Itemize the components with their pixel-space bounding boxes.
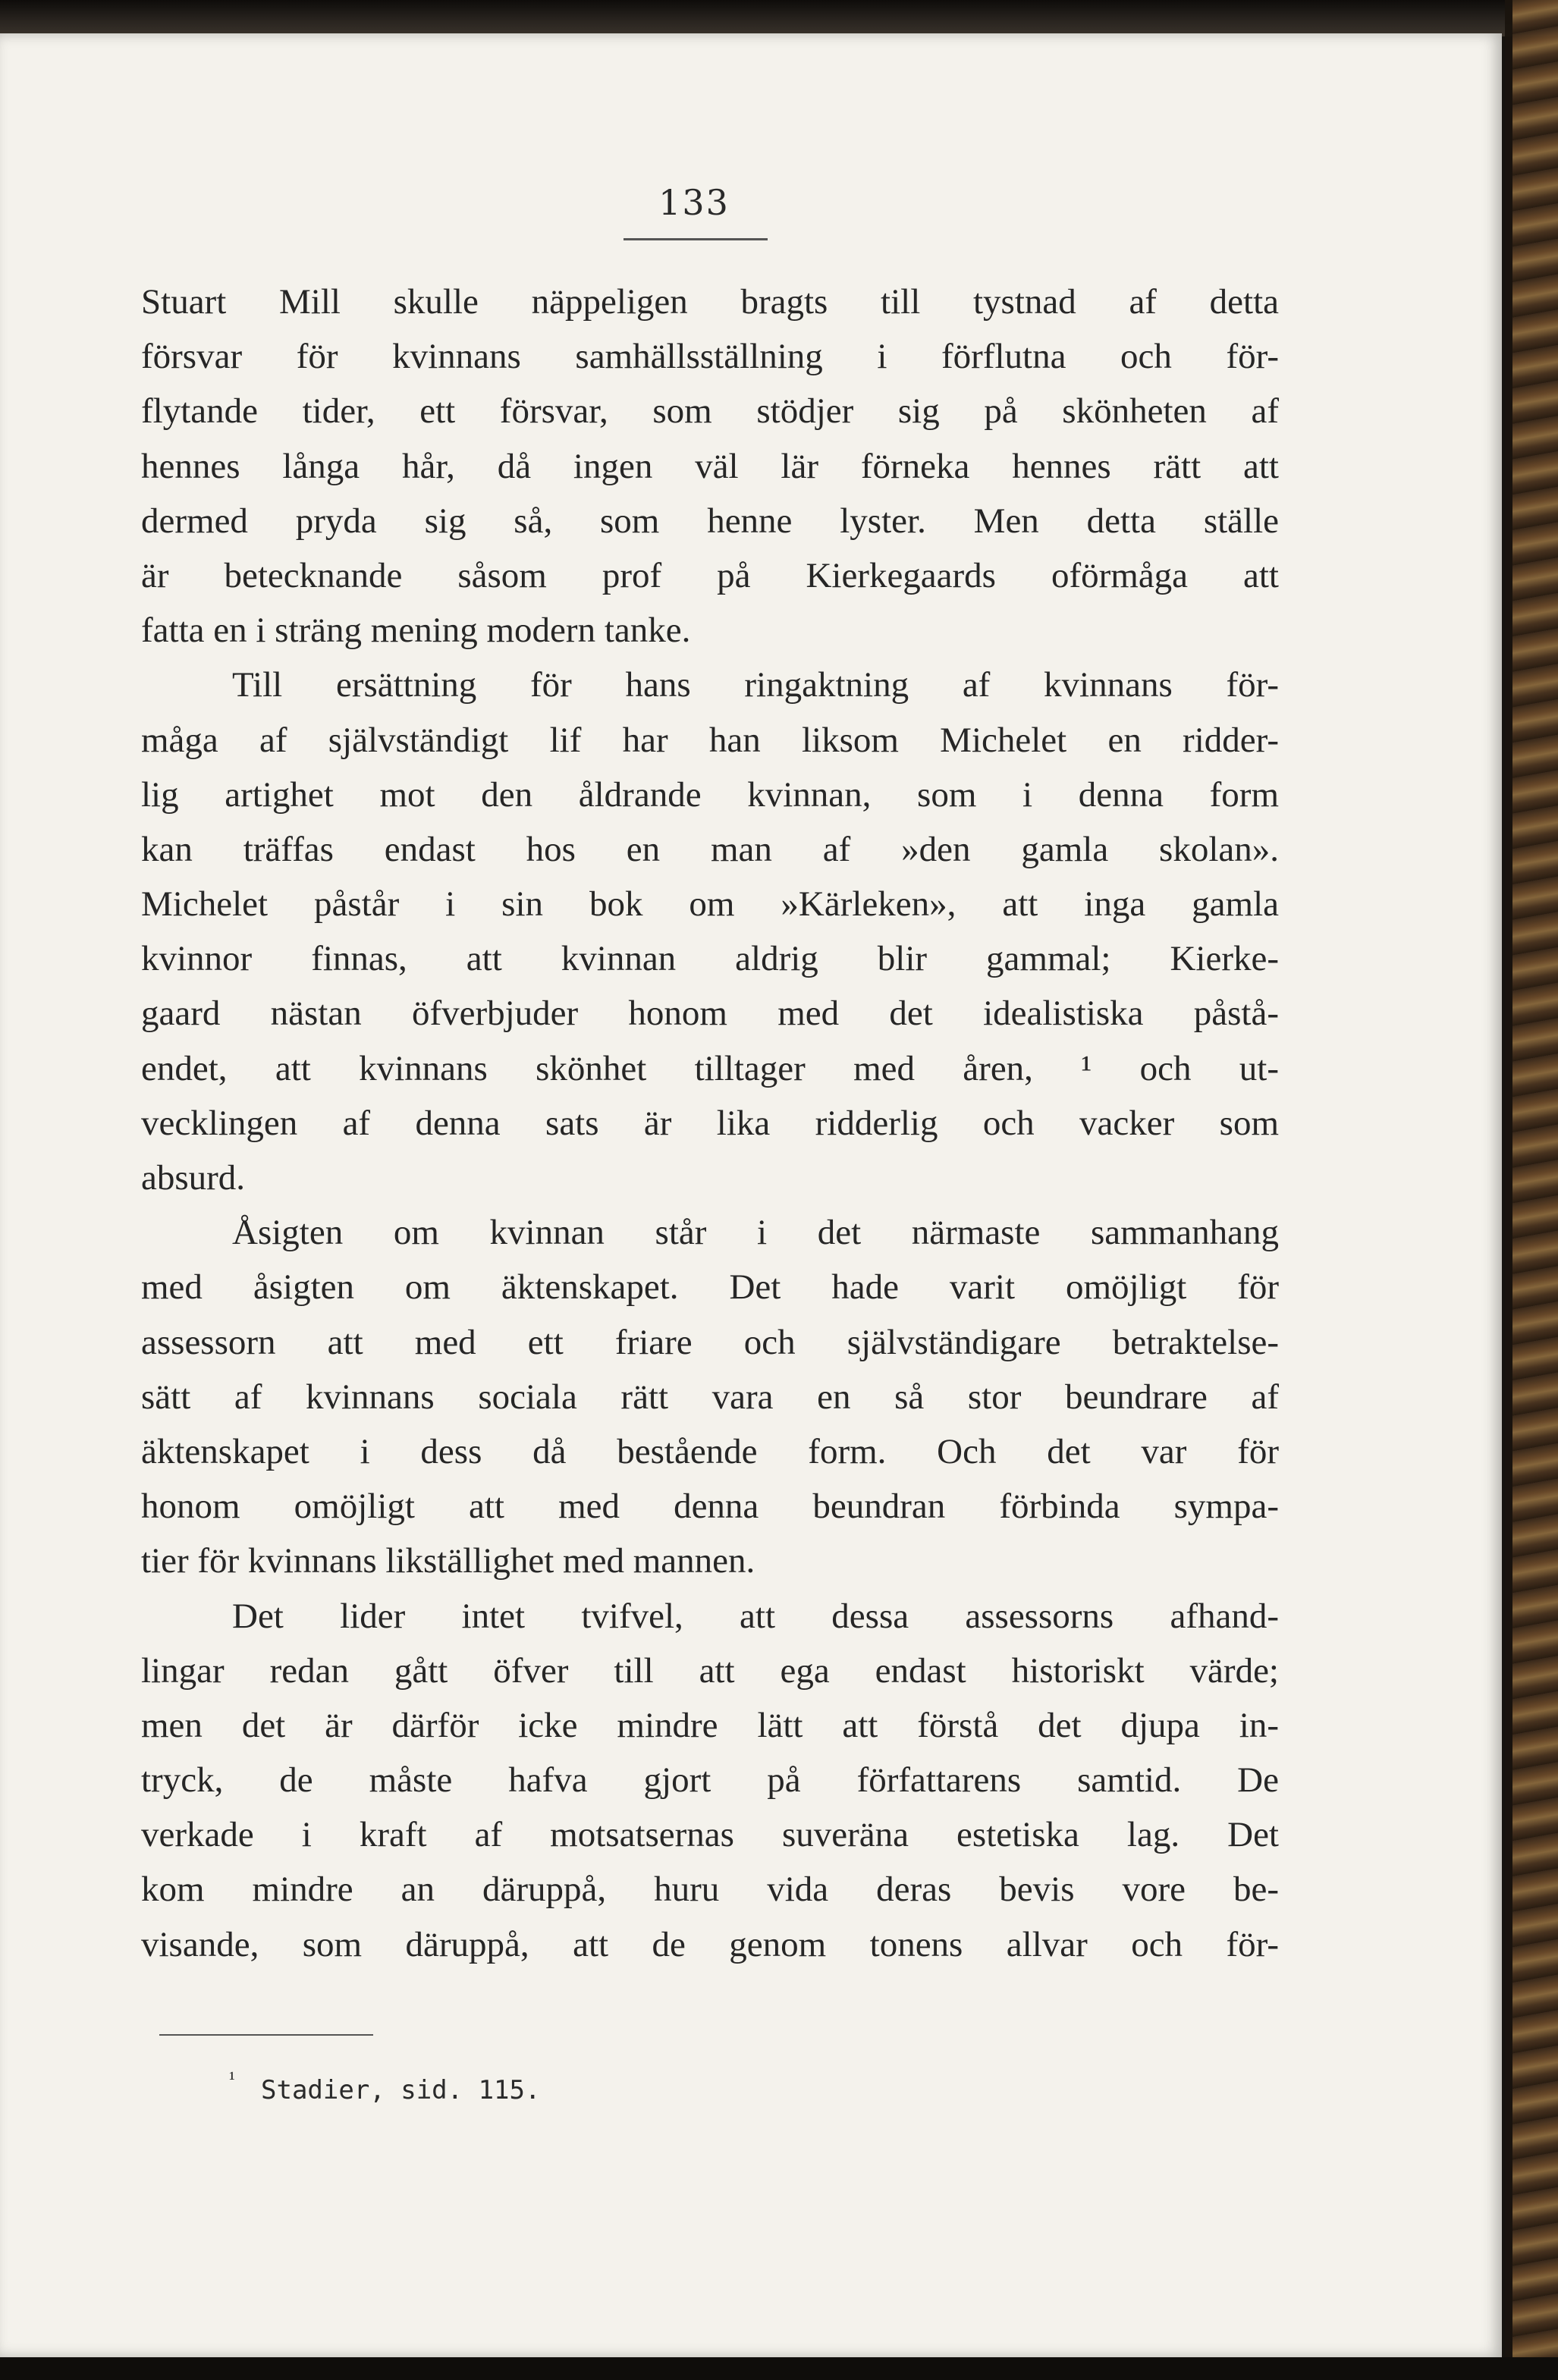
text-line: hennes långa hår, då ingen väl lär förneka hennes rätt att — [141, 446, 1279, 486]
text-line: lingar redan gått öfver till att ega endast historiskt värde; — [141, 1650, 1279, 1691]
bottom-edge — [0, 2357, 1558, 2380]
page-number-rule — [624, 238, 768, 240]
text-line: Michelet påstår i sin bok om »Kärleken», att inga gamla — [141, 884, 1279, 925]
text-line: är betecknande såsom prof på Kierkegaards oförmåga att — [141, 555, 1279, 595]
text-line: assessorn att med ett friare och självständigare betraktelse- — [141, 1322, 1279, 1362]
text-line: Stuart Mill skulle näppeligen bragts till tystnad af detta — [141, 282, 1279, 322]
page-number: 133 — [658, 182, 730, 223]
paragraph — [141, 1589, 1279, 1972]
text-line: måga af självständigt lif har han liksom Michelet en ridder- — [141, 720, 1279, 760]
text-line: flytande tider, ett försvar, som stödjer sig på skönheten af — [141, 391, 1279, 432]
text-line: Till ersättning för hans ringaktning af kvinnans för- — [232, 665, 1279, 705]
book-page — [0, 33, 1502, 2357]
text-line: kan träffas endast hos en man af »den gamla skolan». — [141, 829, 1279, 869]
text-line: fatta en i sträng mening modern tanke. — [141, 611, 691, 651]
text-line: visande, som däruppå, att de genom tonens allvar och för- — [141, 1924, 1279, 1964]
text-line: Åsigten om kvinnan står i det närmaste sammanhang — [232, 1213, 1279, 1253]
text-line: lig artighet mot den åldrande kvinnan, som i denna form — [141, 774, 1279, 815]
text-line: vecklingen af denna sats är lika ridderlig och vacker som — [141, 1103, 1279, 1143]
text-line: äktenskapet i dess då bestående form. Och det var för — [141, 1431, 1279, 1471]
book-binding-edge — [1505, 0, 1558, 2380]
body-text — [141, 275, 1279, 1972]
footnote-rule — [159, 2034, 373, 2036]
text-line: tier för kvinnans likställighet med mannen. — [141, 1541, 755, 1581]
text-line: med åsigten om äktenskapet. Det hade varit omöjligt för — [141, 1267, 1279, 1308]
text-line: tryck, de måste hafva gjort på författarens samtid. De — [141, 1760, 1279, 1801]
paragraph — [141, 658, 1279, 1205]
footnote-text: Stadier, sid. 115. — [261, 2075, 541, 2105]
text-line: verkade i kraft af motsatsernas suveräna estetiska lag. Det — [141, 1815, 1279, 1855]
text-line: kvinnor finnas, att kvinnan aldrig blir gammal; Kierke- — [141, 939, 1279, 979]
footnote-mark: ¹ — [229, 2068, 235, 2090]
text-line: kom mindre an däruppå, huru vida deras bevis vore be- — [141, 1870, 1279, 1910]
paragraph — [141, 275, 1279, 658]
text-line: absurd. — [141, 1158, 246, 1198]
paragraph — [141, 1205, 1279, 1588]
torn-top-edge — [0, 0, 1558, 36]
text-line: endet, att kvinnans skönhet tilltager med åren, ¹ och ut- — [141, 1048, 1279, 1088]
text-line: Det lider intet tvifvel, att dessa assessorns afhand- — [232, 1596, 1279, 1636]
text-line: honom omöjligt att med denna beundran förbinda sympa- — [141, 1487, 1279, 1527]
text-line: gaard nästan öfverbjuder honom med det idealistiska påstå- — [141, 994, 1279, 1034]
text-line: försvar för kvinnans samhällsställning i förflutna och för- — [141, 337, 1279, 377]
text-line: men det är därför icke mindre lätt att förstå det djupa in- — [141, 1705, 1279, 1745]
text-line: dermed pryda sig så, som henne lyster. Men detta ställe — [141, 501, 1279, 541]
text-line: sätt af kvinnans sociala rätt vara en så stor beundrare af — [141, 1377, 1279, 1417]
